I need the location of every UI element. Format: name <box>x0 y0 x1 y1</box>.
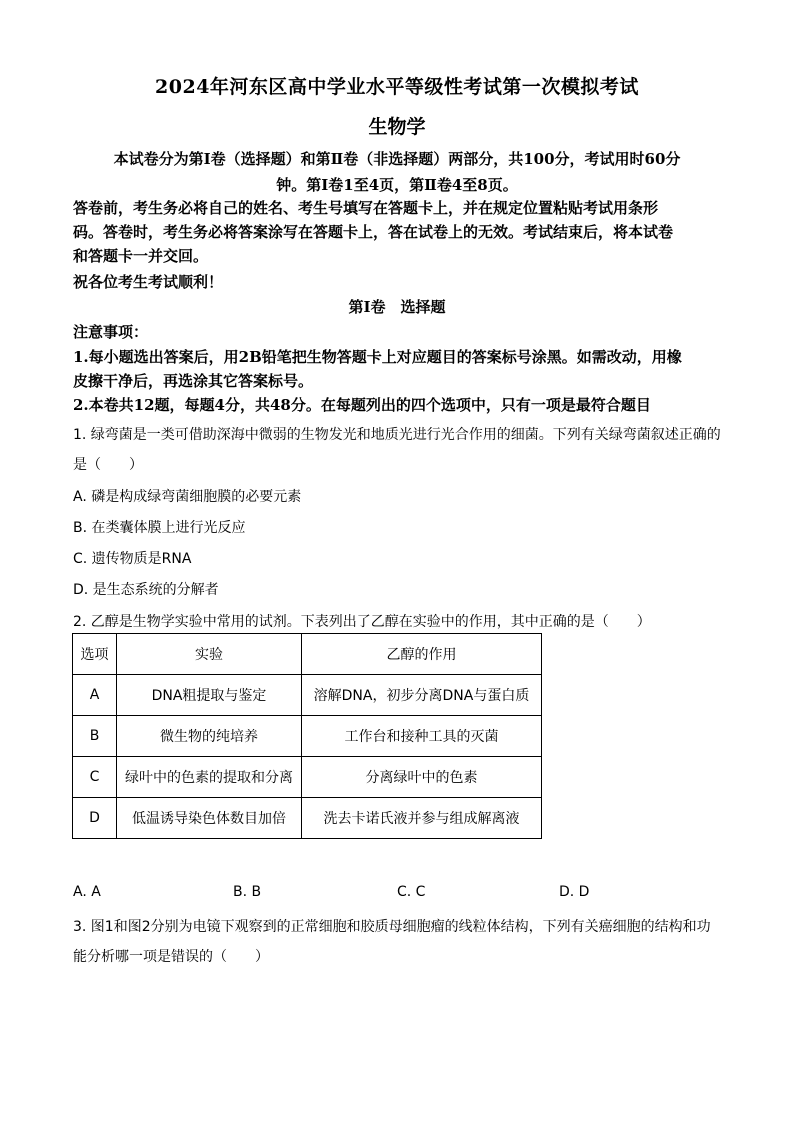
notice-item-1a: 1.每小题选出答案后，用2B铅笔把生物答题卡上对应题目的答案标号涂黑。如需改动，用橡 <box>73 348 682 366</box>
notice-heading: 注意事项： <box>73 323 149 341</box>
table-cell: D <box>73 798 117 839</box>
table-cell: 分离绿叶中的色素 <box>302 757 542 798</box>
table-header-row <box>73 634 542 675</box>
table-cell: 溶解DNA，初步分离DNA与蛋白质 <box>302 675 542 716</box>
table-cell: 低温诱导染色体数目加倍 <box>117 798 302 839</box>
table-cell: A <box>73 675 117 716</box>
intro-line-1: 本试卷分为第Ⅰ卷（选择题）和第Ⅱ卷（非选择题）两部分，共100分，考试用时60分 <box>113 150 681 168</box>
intro-line-2: 钟。第Ⅰ卷1至4页，第Ⅱ卷4至8页。 <box>276 176 518 194</box>
table-header-cell: 乙醇的作用 <box>302 634 542 675</box>
table-row <box>73 675 542 716</box>
question-1-stem-cont: 是（ ） <box>73 457 143 473</box>
notice-item-1b: 皮擦干净后，再选涂其它答案标号。 <box>73 372 314 390</box>
question-1-option-d: D. 是生态系统的分解者 <box>73 582 219 598</box>
question-3-stem-cont: 能分析哪一项是错误的（ ） <box>73 949 269 965</box>
exam-title: 2024年河东区高中学业水平等级性考试第一次模拟考试 <box>155 76 639 98</box>
question-3-stem: 3. 图1和图2分别为电镜下观察到的正常细胞和胶质母细胞瘤的线粒体结构，下列有关癌细胞的结构和功 <box>73 919 711 935</box>
section-title: 第Ⅰ卷 选择题 <box>348 298 446 316</box>
table-cell: 洗去卡诺氏液并参与组成解离液 <box>302 798 542 839</box>
table-row <box>73 798 542 839</box>
question-1-option-a: A. 磷是构成绿弯菌细胞膜的必要元素 <box>73 489 302 505</box>
table-cell: 工作台和接种工具的灭菌 <box>302 716 542 757</box>
table-row <box>73 716 542 757</box>
table-cell: C <box>73 757 117 798</box>
intro-line-4: 码。答卷时，考生务必将答案涂写在答题卡上，答在试卷上的无效。考试结束后，将本试卷 <box>73 223 674 241</box>
ethanol-table <box>72 633 542 839</box>
table-cell: 微生物的纯培养 <box>117 716 302 757</box>
question-2-option-c: C. C <box>397 884 426 900</box>
table-cell: 绿叶中的色素的提取和分离 <box>117 757 302 798</box>
table-row <box>73 757 542 798</box>
question-1-option-b: B. 在类囊体膜上进行光反应 <box>73 520 246 536</box>
intro-line-3: 答卷前，考生务必将自己的姓名、考生号填写在答题卡上，并在规定位置粘贴考试用条形 <box>73 199 659 217</box>
question-2-stem: 2. 乙醇是生物学实验中常用的试剂。下表列出了乙醇在实验中的作用，其中正确的是（ ） <box>73 614 651 630</box>
table-header-cell: 选项 <box>73 634 117 675</box>
question-1-option-c: C. 遗传物质是RNA <box>73 551 192 567</box>
notice-item-2: 2.本卷共12题，每题4分，共48分。在每题列出的四个选项中，只有一项是最符合题目 <box>73 396 651 414</box>
table-header-cell: 实验 <box>117 634 302 675</box>
question-2-option-a: A. A <box>73 884 101 900</box>
good-luck-line: 祝各位考生考试顺利！ <box>73 273 224 291</box>
table-cell: DNA粗提取与鉴定 <box>117 675 302 716</box>
subject-title: 生物学 <box>368 116 426 138</box>
question-2-option-b: B. B <box>233 884 262 900</box>
question-2-option-d: D. D <box>559 884 590 900</box>
question-1-stem: 1. 绿弯菌是一类可借助深海中微弱的生物发光和地质光进行光合作用的细菌。下列有关绿弯菌叙述正确的 <box>73 427 721 443</box>
intro-line-5: 和答题卡一并交回。 <box>73 247 209 265</box>
table-cell: B <box>73 716 117 757</box>
